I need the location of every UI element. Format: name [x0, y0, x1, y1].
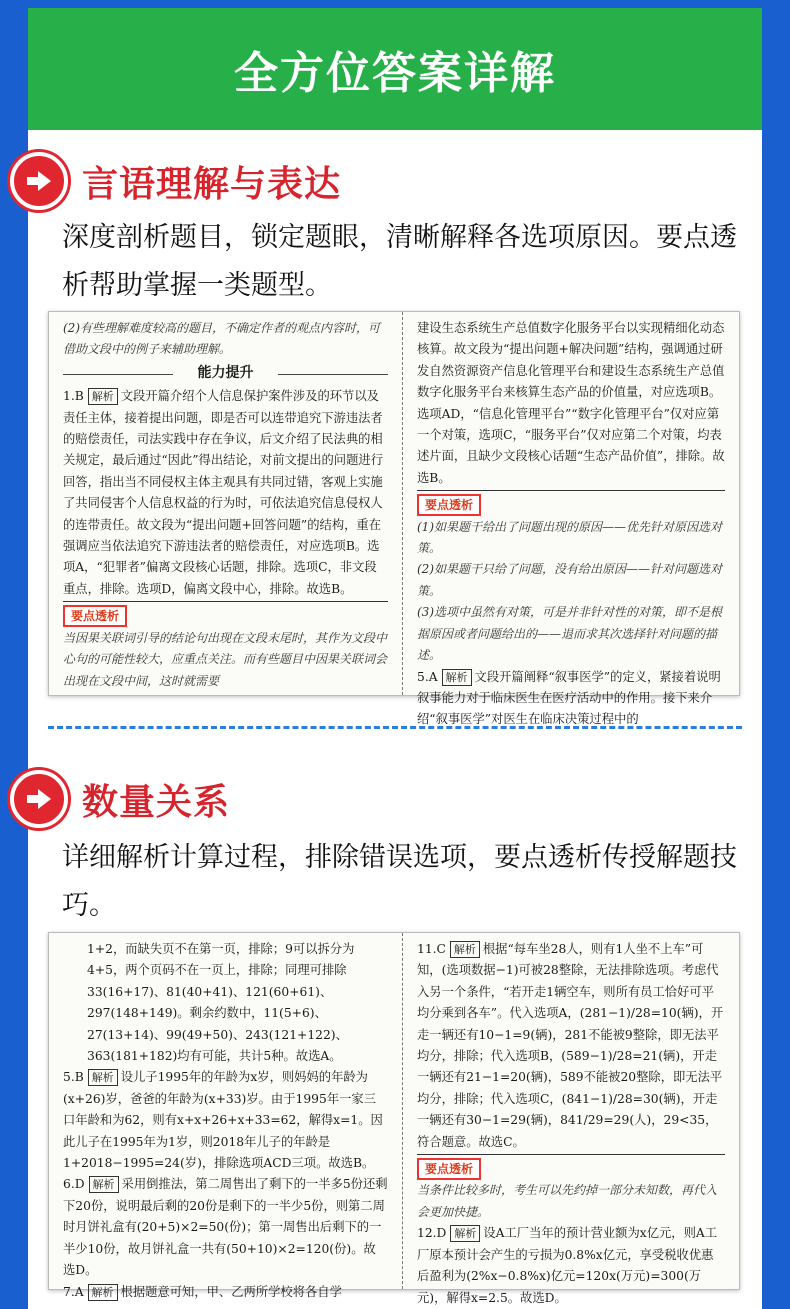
answer-paragraph [417, 318, 725, 489]
key-point-rule [63, 601, 388, 602]
answer-paragraph [417, 939, 725, 1153]
answer-text: 根据“每车坐28人，则有1人坐不上车”可知，(选项数据−1)可被28整除，无法排除选项。考虑代入另一个条件，“若开走1辆空车，则所有员工恰好可平均分乘到各车”。代入选项A，(281−1)/28=10(辆)，开走一辆还有10−1=9(辆)，281不能被9整除，即无法平均分，排除；代入选项B，(589−1)/28=21(辆)，开走一辆还有21−1=20(辆)，589不能被20整除，即无法平均分，排除；代入选项C，(841−1)/28=30(辆)，开走一辆还有30−1=29(辆)，841/29=29(人)，29<35，符合题意。故选C。 [417, 942, 724, 1149]
analysis-tag: 解析 [450, 1225, 480, 1242]
answer-text: 1+2，而缺失页不在第一页，排除；9可以拆分为4+5，两个页码不在一页上，排除；同理可排除33(16+17)、81(40+41)、121(60+61)、297(148+149)。剩余约数中，11(5+6)、27(13+14)、99(49+50)、243(121+122)、363(181+182)均有可能，共计5种。故选A。 [87, 942, 355, 1064]
question-number: 1.B [63, 389, 88, 404]
answer-paragraph [63, 1174, 388, 1281]
analysis-tag: 解析 [88, 1069, 118, 1086]
key-point-rule [417, 1154, 725, 1155]
analysis-tag: 解析 [442, 669, 472, 686]
question-number: 6.D [63, 1177, 89, 1192]
key-point-rule [417, 490, 725, 491]
section-title: 言语理解与表达 [82, 163, 342, 205]
key-point-label: 要点透析 [417, 494, 481, 516]
answer-column-right [403, 312, 739, 727]
answer-text: 当因果关联词引导的结论句出现在文段末尾时，其作为文段中心句的可能性较大，应重点关注。而有些题目中因果关联词会出现在文段中间，这时就需要 [63, 630, 388, 688]
analysis-tag: 解析 [88, 388, 118, 405]
key-point-row [417, 490, 725, 516]
answer-text: 建设生态系统生产总值数字化服务平台以实现精细化动态核算。故文段为“提出问题+解决问题”结构，强调通过研发自然资源资产信息化管理平台和建设生态系统生产总值数字化服务平台来核算生态产品的价值量，对应选项B。选项AD，“信息化管理平台”“数字化管理平台”仅对应第一个对策，选项C，“服务平台”仅对应第二个对策，均表述片面，且缺少文段核心话题“生态产品价值”，排除。故选B。 [417, 321, 725, 485]
answer-paragraph [417, 517, 725, 560]
question-number: 7.A [63, 1284, 88, 1299]
key-point-label: 要点透析 [63, 605, 127, 627]
answer-text: 文段开篇介绍个人信息保护案件涉及的环节以及责任主体，接着提出问题，即是否可以连带追究下游违法者的赔偿责任，司法实践中存在争议，后文介绍了民法典的相关规定，最后通过“因此”得出结论，对前文提出的问题进行回答，指出当不同侵权主体主观具有共同过错，客观上实施了共同侵害个人信息权益的行为时，可依法追究信息侵权人的连带责任。故文段为“提出问题+回答问题”的结构，重在强调应当依法追究下游违法者的赔偿责任，对应选项B。选项A，“犯罪者”偏离文段核心话题，排除。选项C，非文段重点，排除。选项D，偏离文段中心，排除。故选B。 [63, 389, 383, 596]
section-header-quantity [10, 770, 230, 828]
answer-paragraph [417, 1180, 725, 1223]
key-point-row [417, 1154, 725, 1180]
answer-column-left [49, 312, 403, 695]
key-point-label: 要点透析 [417, 1158, 481, 1180]
arrow-right-icon [10, 152, 68, 210]
answer-paragraph [63, 1282, 388, 1303]
answer-text: (2)如果题干只给了问题，没有给出原因——针对问题选对策。 [417, 562, 723, 598]
answer-paragraph [417, 1223, 725, 1309]
analysis-tag: 解析 [89, 1176, 119, 1193]
banner-title: 全方位答案详解 [234, 48, 556, 99]
answer-text: (1)如果题干给出了问题出现的原因——优先针对原因选对策。 [417, 519, 723, 556]
main-card [28, 8, 762, 1309]
answer-paragraph [63, 628, 388, 692]
answer-sample-page [48, 311, 740, 727]
section-header-language [10, 152, 341, 210]
section-title: 数量关系 [82, 781, 231, 823]
answer-column-right [403, 933, 739, 1305]
answer-text: 采用倒推法，第二周售出了剩下的一半多5份还剩下20份，说明最后剩的20份是剩下的一半少5份，则第二周时月饼礼盒有(20+5)×2=50(份)；第一周售出后剩下的一半少10份，故月饼礼盒一共有(50+10)×2=120(份)。故选D。 [63, 1177, 388, 1278]
answer-paragraph [63, 1067, 388, 1174]
question-number: 12.D [417, 1226, 451, 1241]
answer-text: 当条件比较多时，考生可以先约掉一部分未知数，再代入会更加快捷。 [417, 1183, 718, 1219]
analysis-tag: 解析 [450, 941, 480, 958]
section-description: 详细解析计算过程，排除错误选项，要点透析传授解题技巧。 [62, 842, 737, 921]
subsection-heading: 能力提升 [63, 363, 388, 384]
answer-text: 文段开篇阐释“叙事医学”的定义，紧接着说明叙事能力对于临床医生在医疗活动中的作用。接下来介绍“叙事医学”对医生在临床决策过程中的 [417, 669, 721, 727]
question-number: 11.C [417, 942, 450, 956]
answer-paragraph [63, 318, 388, 361]
answer-text: 设A工厂当年的预计营业额为x亿元，则A工厂原本预计会产生的亏损为0.8%x亿元，享受税收优惠后盈利为(2%x−0.8%x)亿元=120x(万元)=300(万元)，解得x=2.5。故选D。 [417, 1226, 718, 1305]
answer-column-left [49, 933, 403, 1299]
answer-paragraph [63, 939, 388, 1067]
answer-paragraph [63, 386, 388, 600]
answer-paragraph [417, 559, 725, 602]
answer-text: 设儿子1995年的年龄为x岁，则妈妈的年龄为(x+26)岁，爸爸的年龄为(x+33)岁。由于1995年一家三口年龄和为62，则有x+x+26+x+33=62，解得x=1。因此儿子在1995年为1岁，则2018年儿子的年龄是1+2018−1995=24(岁)，排除选项ACD三项。故选B。 [63, 1070, 383, 1171]
answer-text: 根据题意可知，甲、乙两所学校将各自学 [120, 1284, 342, 1299]
section-divider [48, 726, 742, 729]
analysis-tag: 解析 [88, 1284, 118, 1301]
answer-sample-page [48, 932, 740, 1305]
banner [28, 8, 762, 130]
question-number: 5.A [417, 669, 442, 684]
key-point-row [63, 601, 388, 627]
answer-paragraph [417, 667, 725, 731]
answer-text: (2)有些理解难度较高的题目，不确定作者的观点内容时，可借助文段中的例子来辅助理解。 [63, 321, 381, 357]
arrow-right-icon [10, 770, 68, 828]
answer-text: (3)选项中虽然有对策，可是并非针对性的对策，即不是根据原因或者问题给出的——退而求其次选择针对问题的描述。 [417, 605, 723, 663]
question-number: 5.B [63, 1070, 88, 1085]
section-description: 深度剖析题目，锁定题眼，清晰解释各选项原因。要点透析帮助掌握一类题型。 [62, 222, 737, 301]
answer-paragraph [417, 602, 725, 666]
